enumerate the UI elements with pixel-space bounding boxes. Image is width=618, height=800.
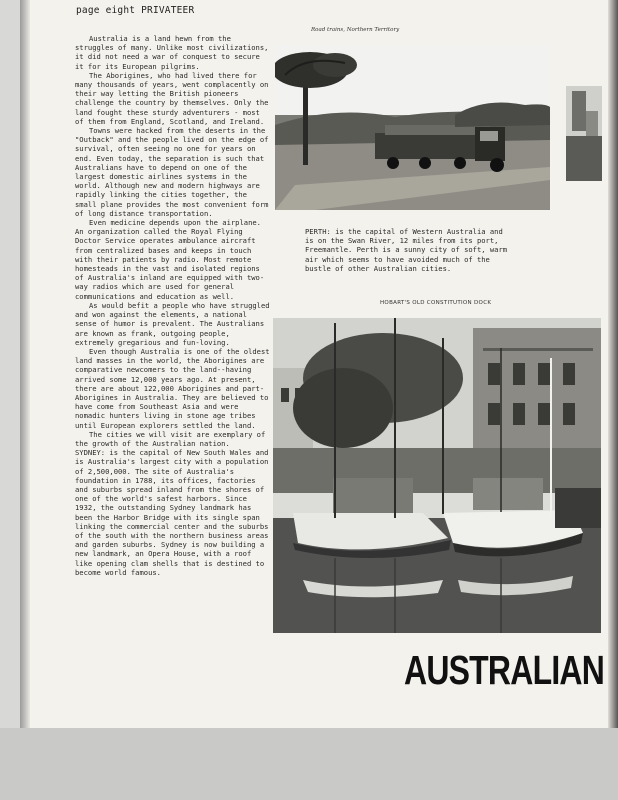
paragraph-3: Towns were hacked from the deserts in the "Outback" and the people lived on the edge of survival, often seeing no one for years on end. Even today, the separation is such that Australians have to depend on one of the largest domestic airlines systems in the world. Although new and modern highways are rapidly linking the cities together, the small plane provides the most convenient form of long distance transportation. (75, 126, 269, 218)
paragraph-2: The Aborigines, who had lived there for many thousands of years, went complacently on their way letting the British pioneers challenge the country by themselves. Only the land fought these sturdy adventurers - most of them from England, Scotland, and Ireland. (75, 70, 269, 126)
paragraph-5: As would befit a people who have struggled and won against the elements, a national sense of humor is prevalent. The Australians are known as frank, outgoing people, extremely gregarious and fun-loving. (75, 300, 270, 347)
road-train-photo (275, 45, 550, 210)
cropped-city-photo (566, 86, 602, 181)
page-spine-shadow (20, 0, 30, 800)
scan-bottom-margin (0, 728, 618, 800)
paragraph-1: Australia is a land hewn from the struggles of many. Unlike most civilizations, it did not need a war of conquest to secure it for its European pilgrims. (75, 34, 269, 71)
perth-paragraph: PERTH: is the capital of Western Australia and is on the Swan River, 12 miles from its port, Freemantle. Perth is a sunny city of soft, warm air which seems to have avoided much of the bustle of other Australian cities. (305, 227, 508, 273)
article-title: AUSTRALIAN (404, 647, 605, 693)
article-column (75, 34, 271, 577)
hobart-dock-caption: HOBART'S OLD CONSTITUTION DOCK (380, 300, 492, 306)
road-trains-caption: Road trains, Northern Territory (311, 27, 400, 33)
scan-left-margin (0, 0, 20, 800)
paragraph-6: Even though Australia is one of the oldest land masses in the world, the Aborigines are comparative newcomers to the land--having arrived some 12,000 years ago. At present, there are about 122,000 Aborigines and part-Aborigines in Australia. They are believed to have come from Southeast Asia and were nomadic hunters living in stone age tribes until European explorers settled the land. (75, 346, 270, 430)
hobart-dock-photo (273, 318, 601, 633)
page-right-edge (608, 0, 618, 800)
paragraph-4: Even medicine depends upon the airplane. An organization called the Royal Flying Doctor Service operates ambulance aircraft from centralized bases and keeps in touch with their patients by radio. Most remote homesteads in the vast and isolated regions of Australia's inland are equipped with two-way radios which are used for general communications and education as well. (75, 218, 265, 301)
sydney-paragraph: SYDNEY: is the capital of New South Wales and is Australia's largest city with a population of 2,500,000. The site of Australia's foundation in 1788, its offices, factories and suburbs spread inland from the shores of one of the world's safest harbors. Since 1932, the outstanding Sydney landmark has been the Harbor Bridge with its single span linking the commercial center and the suburbs of the south with the northern business areas and garden suburbs. Sydney is now building a new landmark, an Opera House, with a roof like opening clam shells that is destined to become world famous. (75, 448, 269, 577)
paragraph-7: The cities we will visit are exemplary of the growth of the Australian nation. (75, 429, 266, 448)
page-header: page eight PRIVATEER (76, 5, 195, 16)
